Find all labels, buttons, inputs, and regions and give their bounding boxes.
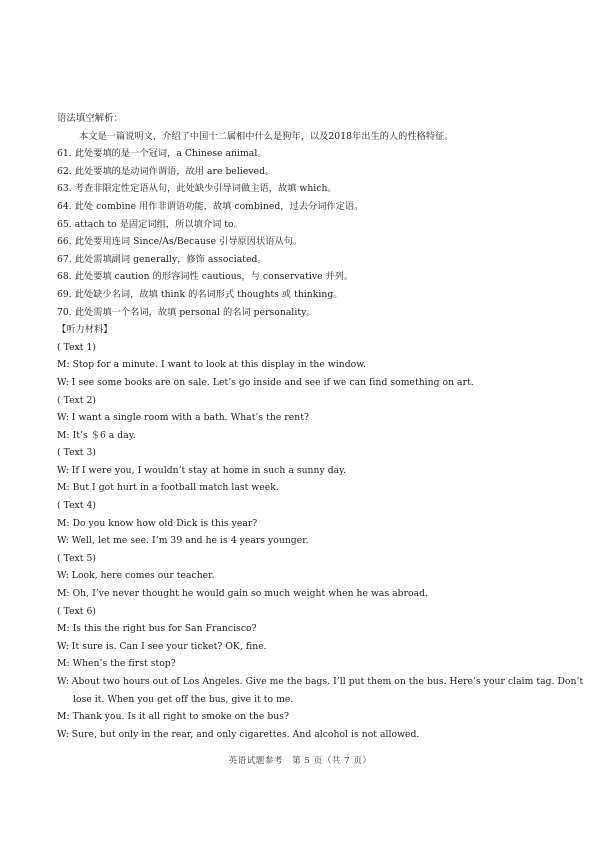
page-footer: 英语试题参考 第 5 页（共 7 页） bbox=[228, 756, 372, 766]
answer-item: 70. 此处需填一个名词，故填 personal 的名词 personality。 bbox=[57, 306, 316, 318]
dialogue-line: W: Sure, but only in the rear, and only cigarettes. And alcohol is not allowed. bbox=[57, 728, 420, 740]
text-label: ( Text 6) bbox=[57, 605, 97, 617]
dialogue-line: lose it. When you get off the bus, give it to me. bbox=[73, 693, 294, 705]
answer-list bbox=[57, 145, 557, 321]
dialogue-line: W: If I were you, I wouldn’t stay at home in such a sunny day. bbox=[57, 464, 347, 476]
answer-item: 68. 此处要填 caution 的形容词性 cautious，与 conservative 并列。 bbox=[57, 271, 354, 283]
text-label: ( Text 2) bbox=[57, 394, 97, 406]
listening-transcript bbox=[57, 339, 584, 744]
dialogue-line: W: It sure is. Can I see your ticket? OK, fine. bbox=[57, 640, 267, 652]
answer-item: 69. 此处缺少名词，故填 think 的名词形式 thoughts 或 thinking。 bbox=[57, 288, 343, 300]
dialogue-line: M: When’s the first stop? bbox=[57, 658, 176, 670]
dialogue-line: M: It’s ＄6 a day. bbox=[57, 429, 136, 441]
document-body bbox=[57, 110, 584, 743]
answer-item: 62. 此处要填的是动词作谓语，故用 are believed。 bbox=[57, 165, 275, 177]
dialogue-line: M: Do you know how old Dick is this year? bbox=[57, 517, 258, 529]
dialogue-line: M: Oh, I’ve never thought he would gain so much weight when he was abroad. bbox=[57, 588, 429, 600]
intro-paragraph: 本文是一篇说明文，介绍了中国十二属相中什么是狗年，以及2018年出生的人的性格特征。 bbox=[79, 130, 454, 142]
dialogue-line: M: Stop for a minute. I want to look at this display in the window. bbox=[57, 359, 367, 371]
dialogue-line: W: About two hours out of Los Angeles. Give me the bags. I’ll put them on the bus. Here’s your claim tag. Don’t bbox=[57, 676, 584, 687]
listening-title: 【听力材料】 bbox=[57, 324, 113, 336]
dialogue-line: W: I want a single room with a bath. What’s the rent? bbox=[57, 412, 309, 424]
answer-item: 65. attach to 是固定词组，所以填介词 to。 bbox=[57, 218, 243, 230]
dialogue-line: M: But I got hurt in a football match last week. bbox=[57, 482, 279, 494]
dialogue-line: W: Look, here comes our teacher. bbox=[57, 570, 215, 582]
answer-item: 64. 此处 combine 用作非谓语功能，故填 combined，过去分词作定语。 bbox=[57, 200, 364, 212]
answer-item: 63. 考查非限定性定语从句，此处缺少引导词做主语，故填 which。 bbox=[57, 183, 337, 195]
text-label: ( Text 4) bbox=[57, 500, 97, 512]
dialogue-line: W: I see some books are on sale. Let’s go inside and see if we can find something on art. bbox=[57, 376, 474, 388]
text-label: ( Text 3) bbox=[57, 447, 97, 459]
answer-item: 66. 此处要用连词 Since/As/Because 引导原因状语从句。 bbox=[57, 236, 303, 248]
text-label: ( Text 5) bbox=[57, 552, 97, 564]
text-label: ( Text 1) bbox=[57, 341, 97, 353]
section-title: 语法填空解析： bbox=[57, 113, 123, 124]
dialogue-line: M: Is this the right bus for San Francisco? bbox=[57, 623, 257, 635]
dialogue-line: M: Thank you. Is it all right to smoke on the bus? bbox=[57, 711, 289, 723]
answer-item: 67. 此处需填副词 generally，修饰 associated。 bbox=[57, 253, 267, 265]
dialogue-line: W: Well, let me see. I’m 39 and he is 4 years younger. bbox=[57, 535, 309, 547]
answer-item: 61. 此处要填的是一个冠词，a Chinese animal。 bbox=[57, 148, 267, 160]
